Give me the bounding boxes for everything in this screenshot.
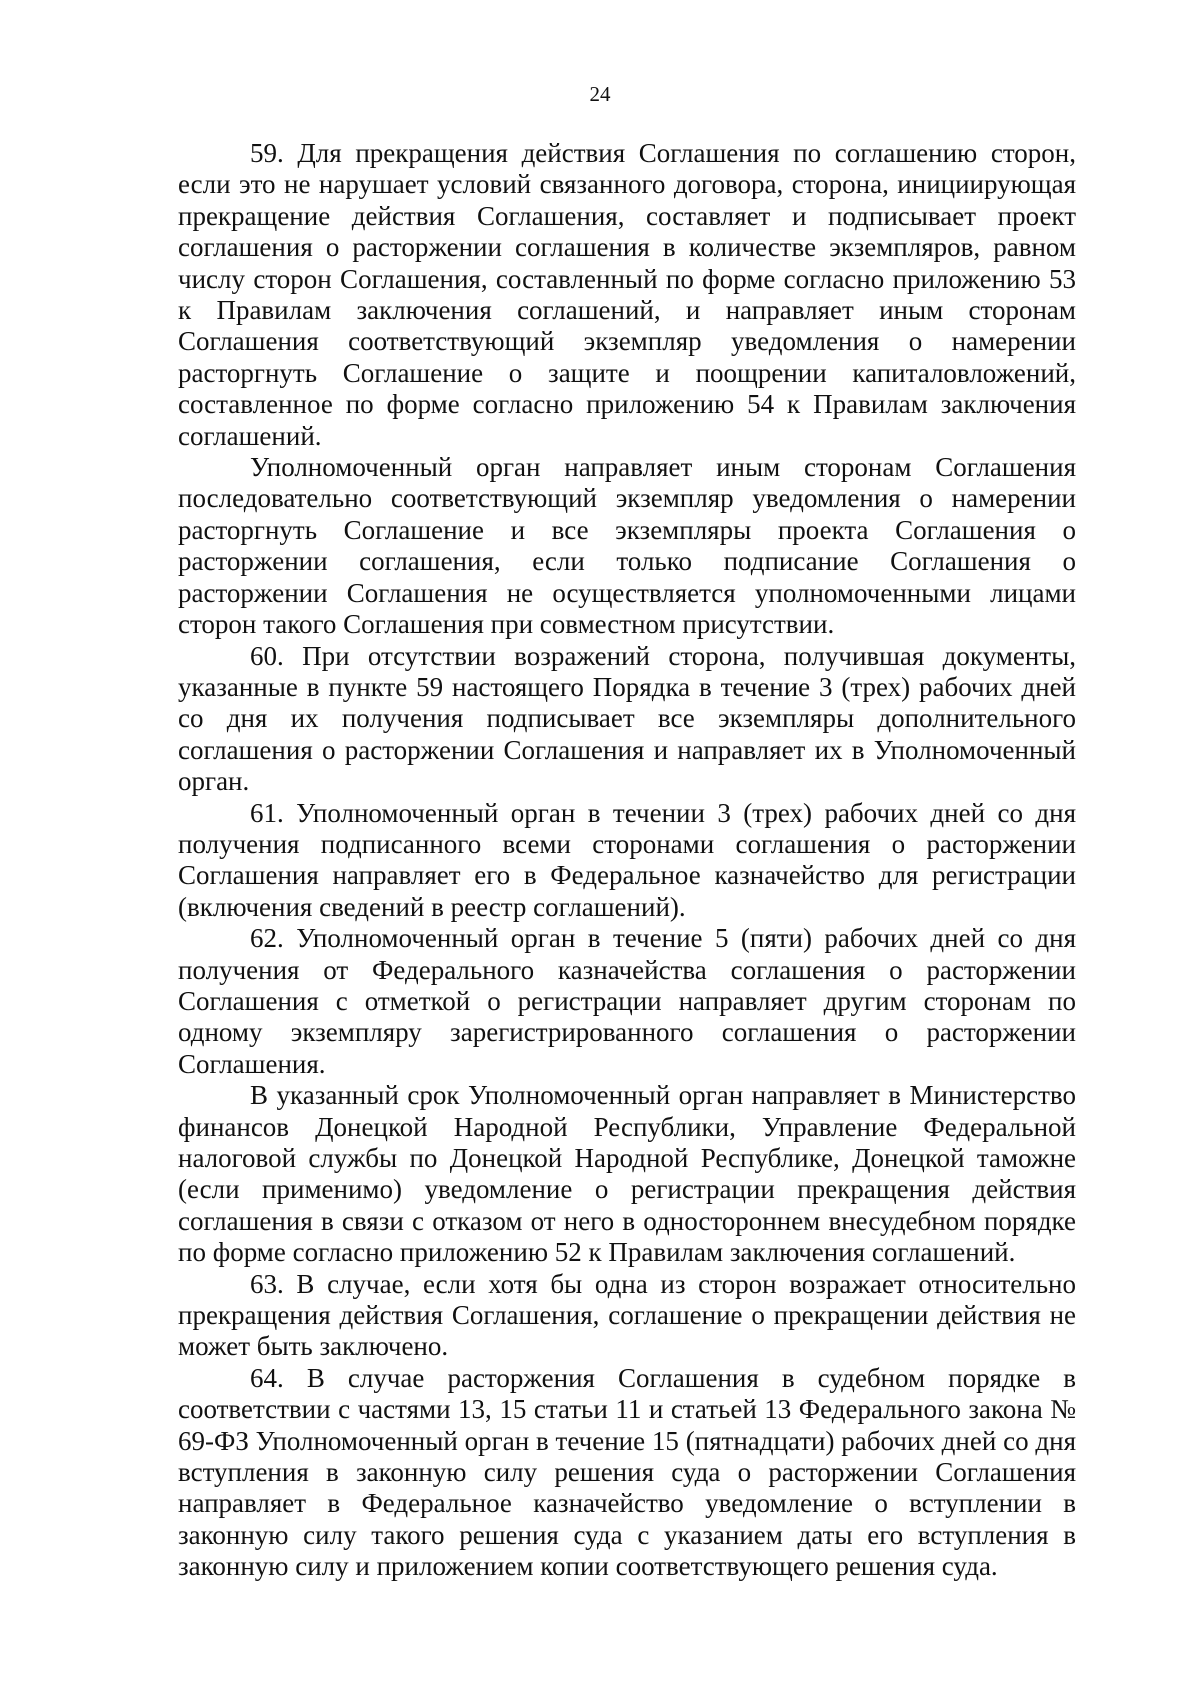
document-body — [178, 138, 1076, 1583]
paragraph-59-continued: Уполномоченный орган направляет иным сторонам Соглашения последовательно соответствующий экземпляр уведомления о намерении расторгнуть Соглашение и все экземпляры проекта Соглашения о расторжении соглашения, если только подписание Соглашения о расторжении Соглашения не осуществляется уполномоченными лицами сторон такого Соглашения при совместном присутствии. — [178, 452, 1076, 640]
paragraph-59: 59. Для прекращения действия Соглашения по соглашению сторон, если это не нарушает условий связанного договора, сторона, инициирующая прекращение действия Соглашения, составляет и подписывает проект соглашения о расторжении соглашения в количестве экземпляров, равном числу сторон Соглашения, составленный по форме согласно приложению 53 к Правилам заключения соглашений, и направляет иным сторонам Соглашения соответствующий экземпляр уведомления о намерении расторгнуть Соглашение о защите и поощрении капиталовложений, составленное по форме согласно приложению 54 к Правилам заключения соглашений. — [178, 138, 1076, 451]
paragraph-64: 64. В случае расторжения Соглашения в судебном порядке в соответствии с частями 13, 15 статьи 11 и статьей 13 Федерального закона № 69-ФЗ Уполномоченный орган в течение 15 (пятнадцати) рабочих дней со дня вступления в законную силу решения суда о расторжении Соглашения направляет в Федеральное казначейство уведомление о вступлении в законную силу такого решения суда с указанием даты его вступления в законную силу и приложением копии соответствующего решения суда. — [178, 1362, 1076, 1582]
paragraph-63: 63. В случае, если хотя бы одна из сторон возражает относительно прекращения действия Соглашения, соглашение о прекращении действия не может быть заключено. — [178, 1268, 1076, 1362]
paragraph-61: 61. Уполномоченный орган в течении 3 (трех) рабочих дней со дня получения подписанного всеми сторонами соглашения о расторжении Соглашения направляет его в Федеральное казначейство для регистрации (включения сведений в реестр соглашений). — [178, 797, 1076, 922]
paragraph-62-continued: В указанный срок Уполномоченный орган направляет в Министерство финансов Донецкой Народной Республики, Управление Федеральной налоговой службы по Донецкой Народной Республике, Донецкой таможне (если применимо) уведомление о регистрации прекращения действия соглашения в связи с отказом от него в одностороннем внесудебном порядке по форме согласно приложению 52 к Правилам заключения соглашений. — [178, 1080, 1076, 1268]
page-number: 24 — [589, 82, 611, 106]
paragraph-62: 62. Уполномоченный орган в течение 5 (пяти) рабочих дней со дня получения от Федерального казначейства соглашения о расторжении Соглашения с отметкой о регистрации направляет другим сторонам по одному экземпляру зарегистрированного соглашения о расторжении Соглашения. — [178, 923, 1076, 1079]
paragraph-60: 60. При отсутствии возражений сторона, получившая документы, указанные в пункте 59 настоящего Порядка в течение 3 (трех) рабочих дней со дня их получения подписывает все экземпляры дополнительного соглашения о расторжении Соглашения и направляет их в Уполномоченный орган. — [178, 640, 1076, 797]
